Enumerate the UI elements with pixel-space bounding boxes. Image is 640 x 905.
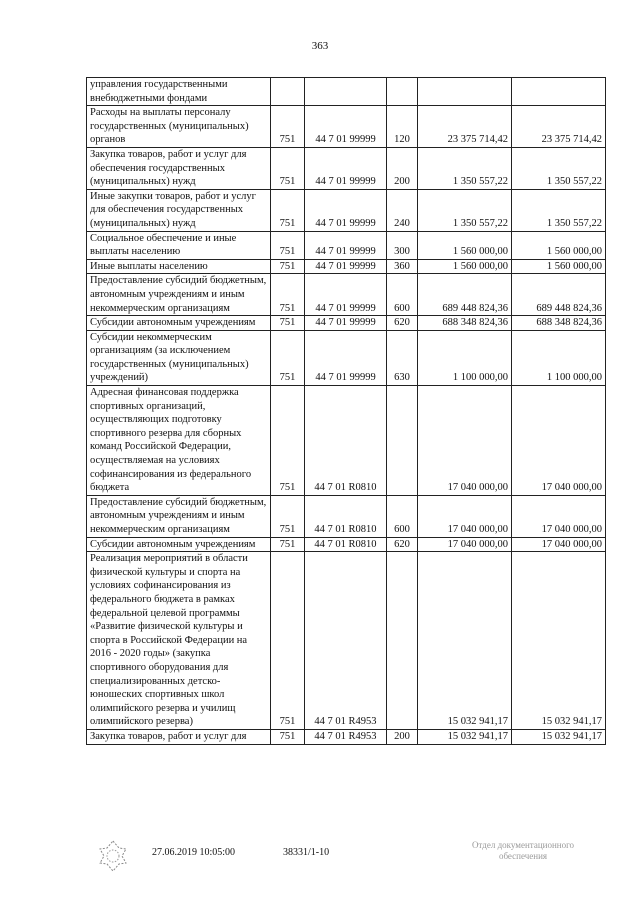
footer-code: 38331/1-10 — [283, 847, 330, 858]
row-sum2-cell: 689 448 824,36 — [512, 274, 606, 316]
row-vr-cell: 200 — [387, 147, 418, 189]
row-sum2-cell: 15 032 941,17 — [512, 729, 606, 744]
row-csr-cell: 44 7 01 R0810 — [305, 537, 387, 552]
table-row — [87, 552, 606, 730]
table-row — [87, 729, 606, 744]
table-row — [87, 495, 606, 537]
footer-stamp: Отдел документационного обеспечения — [471, 840, 575, 861]
row-vr-cell: 200 — [387, 729, 418, 744]
row-name-cell: Закупка товаров, работ и услуг для — [87, 729, 271, 744]
row-sum2-cell: 1 350 557,22 — [512, 147, 606, 189]
row-csr-cell: 44 7 01 99999 — [305, 259, 387, 274]
table-row — [87, 274, 606, 316]
row-sum1-cell: 17 040 000,00 — [418, 495, 512, 537]
row-vr-cell: 620 — [387, 316, 418, 331]
row-name-cell: управления государственными внебюджетными фондами — [87, 78, 271, 106]
row-name-cell: Иные закупки товаров, работ и услуг для обеспечения государственных (муниципальных) нужд — [87, 189, 271, 231]
row-sum1-cell: 1 560 000,00 — [418, 259, 512, 274]
row-ved-cell: 751 — [271, 729, 305, 744]
table-row — [87, 537, 606, 552]
row-sum2-cell: 1 560 000,00 — [512, 259, 606, 274]
row-sum1-cell: 1 560 000,00 — [418, 231, 512, 259]
row-ved-cell: 751 — [271, 274, 305, 316]
row-vr-cell: 600 — [387, 274, 418, 316]
row-csr-cell: 44 7 01 99999 — [305, 189, 387, 231]
row-sum2-cell: 1 560 000,00 — [512, 231, 606, 259]
row-vr-cell: 120 — [387, 106, 418, 148]
row-vr-cell: 240 — [387, 189, 418, 231]
row-sum1-cell: 1 100 000,00 — [418, 330, 512, 385]
row-csr-cell: 44 7 01 R4953 — [305, 729, 387, 744]
row-sum1-cell: 17 040 000,00 — [418, 386, 512, 496]
row-name-cell: Закупка товаров, работ и услуг для обеспечения государственных (муниципальных) нужд — [87, 147, 271, 189]
row-sum2-cell: 17 040 000,00 — [512, 537, 606, 552]
row-csr-cell: 44 7 01 99999 — [305, 316, 387, 331]
row-ved-cell: 751 — [271, 316, 305, 331]
row-sum2-cell: 17 040 000,00 — [512, 495, 606, 537]
footer-date: 27.06.2019 10:05:00 — [152, 847, 236, 858]
table-row — [87, 330, 606, 385]
row-ved-cell: 751 — [271, 259, 305, 274]
row-ved-cell: 751 — [271, 147, 305, 189]
row-csr-cell: 44 7 01 99999 — [305, 274, 387, 316]
row-ved-cell: 751 — [271, 189, 305, 231]
row-vr-cell: 630 — [387, 330, 418, 385]
row-name-cell: Субсидии некоммерческим организациям (за исключением государственных (муниципальных) учреждений) — [87, 330, 271, 385]
row-vr-cell — [387, 552, 418, 730]
row-vr-cell — [387, 386, 418, 496]
row-name-cell: Иные выплаты населению — [87, 259, 271, 274]
row-name-cell: Субсидии автономным учреждениям — [87, 537, 271, 552]
row-sum1-cell: 15 032 941,17 — [418, 552, 512, 730]
table-row — [87, 259, 606, 274]
row-sum2-cell: 15 032 941,17 — [512, 552, 606, 730]
row-sum2-cell — [512, 78, 606, 106]
row-sum1-cell: 23 375 714,42 — [418, 106, 512, 148]
row-ved-cell: 751 — [271, 386, 305, 496]
row-ved-cell: 751 — [271, 495, 305, 537]
row-ved-cell: 751 — [271, 231, 305, 259]
table-row — [87, 189, 606, 231]
row-vr-cell: 300 — [387, 231, 418, 259]
row-name-cell: Субсидии автономным учреждениям — [87, 316, 271, 331]
row-name-cell: Реализация мероприятий в области физической культуры и спорта на условиях софинансирования из федерального бюджета в рамках федеральной целевой программы «Развитие физической культуры и спорта в Российской Федерации на 2016 - 2020 годы» (закупка спортивного оборудования для специализированных детско-юношеских спортивных школ олимпийского резерва и училищ олимпийского резерва) — [87, 552, 271, 730]
row-name-cell: Социальное обеспечение и иные выплаты населению — [87, 231, 271, 259]
row-sum2-cell: 1 100 000,00 — [512, 330, 606, 385]
table-row — [87, 147, 606, 189]
row-sum2-cell: 1 350 557,22 — [512, 189, 606, 231]
row-sum2-cell: 688 348 824,36 — [512, 316, 606, 331]
budget-table — [86, 77, 606, 745]
row-ved-cell: 751 — [271, 537, 305, 552]
row-csr-cell: 44 7 01 99999 — [305, 330, 387, 385]
row-csr-cell: 44 7 01 R0810 — [305, 495, 387, 537]
row-csr-cell: 44 7 01 99999 — [305, 147, 387, 189]
row-ved-cell: 751 — [271, 330, 305, 385]
row-csr-cell: 44 7 01 R0810 — [305, 386, 387, 496]
row-name-cell: Расходы на выплаты персоналу государственных (муниципальных) органов — [87, 106, 271, 148]
row-name-cell: Предоставление субсидий бюджетным, автономным учреждениям и иным некоммерческим организациям — [87, 495, 271, 537]
row-ved-cell: 751 — [271, 106, 305, 148]
row-sum1-cell: 1 350 557,22 — [418, 189, 512, 231]
table-row — [87, 78, 606, 106]
row-ved-cell: 751 — [271, 552, 305, 730]
row-vr-cell: 600 — [387, 495, 418, 537]
row-sum1-cell: 17 040 000,00 — [418, 537, 512, 552]
row-sum1-cell: 688 348 824,36 — [418, 316, 512, 331]
table-row — [87, 106, 606, 148]
row-sum2-cell: 17 040 000,00 — [512, 386, 606, 496]
row-sum2-cell: 23 375 714,42 — [512, 106, 606, 148]
seal-icon — [95, 838, 131, 874]
row-sum1-cell: 15 032 941,17 — [418, 729, 512, 744]
page-number: 363 — [311, 40, 329, 52]
row-vr-cell — [387, 78, 418, 106]
row-name-cell: Предоставление субсидий бюджетным, автономным учреждениям и иным некоммерческим организациям — [87, 274, 271, 316]
row-csr-cell: 44 7 01 99999 — [305, 231, 387, 259]
row-csr-cell — [305, 78, 387, 106]
table-row — [87, 231, 606, 259]
table-row — [87, 316, 606, 331]
row-sum1-cell: 689 448 824,36 — [418, 274, 512, 316]
row-vr-cell: 620 — [387, 537, 418, 552]
table-row — [87, 386, 606, 496]
row-name-cell: Адресная финансовая поддержка спортивных организаций, осуществляющих подготовку спортивного резерва для сборных команд Российской Федерации, осуществляемая на условиях софинансирования из федерального бюджета — [87, 386, 271, 496]
row-csr-cell: 44 7 01 R4953 — [305, 552, 387, 730]
row-csr-cell: 44 7 01 99999 — [305, 106, 387, 148]
row-vr-cell: 360 — [387, 259, 418, 274]
row-sum1-cell: 1 350 557,22 — [418, 147, 512, 189]
row-sum1-cell — [418, 78, 512, 106]
row-ved-cell — [271, 78, 305, 106]
